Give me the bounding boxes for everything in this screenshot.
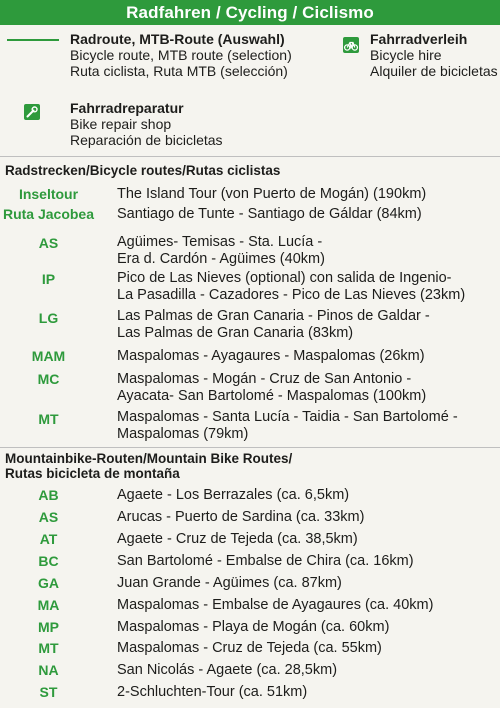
legend-repair-title: Fahrradreparatur: [70, 100, 184, 116]
route-line: Maspalomas - Santa Lucía - Taidia - San Bartolomé -: [117, 409, 458, 425]
route-code: AT: [39, 531, 58, 547]
route-code: MT: [38, 411, 59, 427]
route-line: Era d. Cardón - Agüimes (40km): [117, 251, 325, 267]
route-line: Maspalomas - Ayagaures - Maspalomas (26km): [117, 348, 425, 364]
route-description: [117, 684, 307, 701]
page-header: [0, 0, 500, 25]
route-description: [117, 409, 458, 443]
route-line: The Island Tour (von Puerto de Mogán) (190km): [117, 186, 427, 202]
route-line: 2-Schluchten-Tour (ca. 51km): [117, 684, 308, 700]
route-code: MAM: [31, 348, 66, 364]
route-code: LG: [38, 310, 59, 326]
route-line: Maspalomas - Mogán - Cruz de San Antonio -: [117, 371, 412, 387]
route-code: ST: [39, 684, 58, 700]
legend-repair-es: Reparación de bicicletas: [70, 132, 223, 148]
route-code: MC: [37, 371, 60, 387]
route-line: Ayacata- San Bartolomé - Maspalomas (100km): [117, 388, 427, 404]
route-description: [117, 662, 337, 679]
legend-hire-en: Bicycle hire: [370, 47, 442, 63]
route-line: Las Palmas de Gran Canaria - Pinos de Galdar -: [117, 308, 430, 324]
route-description: [117, 575, 342, 592]
legend-route-en: Bicycle route, MTB route (selection): [70, 47, 292, 63]
legend-repair-en: Bike repair shop: [70, 116, 172, 132]
route-code: AB: [38, 487, 59, 503]
route-line: Pico de Las Nieves (optional) con salida de Ingenio-: [117, 270, 452, 286]
route-code: MA: [37, 597, 60, 613]
legend-repair: [70, 100, 223, 148]
route-line: Agüimes- Temisas - Sta. Lucía -: [117, 234, 323, 250]
route-code: AS: [38, 509, 59, 525]
route-code: BC: [38, 553, 59, 569]
legend-route: [70, 31, 292, 79]
section-divider: [0, 156, 500, 157]
legend-hire: [370, 31, 498, 79]
route-line: Maspalomas - Playa de Mogán (ca. 60km): [117, 619, 390, 635]
route-description: [117, 234, 325, 268]
route-code: IP: [41, 271, 56, 287]
route-line: La Pasadilla - Cazadores - Pico de Las Nieves (23km): [117, 287, 466, 303]
legend-route-es: Ruta ciclista, Ruta MTB (selección): [70, 63, 288, 79]
legend-route-title: Radroute, MTB-Route (Auswahl): [70, 31, 285, 47]
route-code: Ruta Jacobea: [2, 206, 95, 222]
route-description: [117, 206, 422, 223]
legend-hire-es: Alquiler de bicicletas: [370, 63, 498, 79]
route-line: Juan Grande - Agüimes (ca. 87km): [117, 575, 342, 591]
route-code: GA: [38, 575, 59, 591]
route-description: [117, 619, 389, 636]
route-line-symbol: [7, 39, 59, 41]
route-description: [117, 597, 433, 614]
route-description: [117, 531, 358, 548]
route-code: Inseltour: [18, 186, 79, 202]
bicycle-icon: [343, 37, 359, 53]
route-description: [117, 553, 414, 570]
route-line: Arucas - Puerto de Sardina (ca. 33km): [117, 509, 365, 525]
route-description: [117, 186, 426, 203]
route-line: San Nicolás - Agaete (ca. 28,5km): [117, 662, 338, 678]
mtb-routes-title-line2: Rutas bicicleta de montaña: [5, 466, 180, 481]
bicycle-routes-title: Radstrecken/Bicycle routes/Rutas ciclistas: [5, 163, 281, 178]
route-code: MT: [38, 640, 59, 656]
route-line: San Bartolomé - Embalse de Chira (ca. 16km): [117, 553, 414, 569]
route-description: [117, 348, 425, 365]
mtb-routes-title: [5, 451, 292, 481]
route-code: AS: [38, 235, 59, 251]
section-divider: [0, 447, 500, 448]
route-line: Santiago de Tunte - Santiago de Gáldar (84km): [117, 206, 422, 222]
route-description: [117, 487, 349, 504]
page-title: Radfahren / Cycling / Ciclismo: [126, 2, 374, 22]
route-description: [117, 308, 430, 342]
route-description: [117, 509, 364, 526]
route-line: Agaete - Los Berrazales (ca. 6,5km): [117, 487, 350, 503]
route-line: Las Palmas de Gran Canaria (83km): [117, 325, 354, 341]
route-description: [117, 640, 382, 657]
route-code: MP: [38, 619, 59, 635]
route-line: Agaete - Cruz de Tejeda (ca. 38,5km): [117, 531, 358, 547]
mtb-routes-title-line1: Mountainbike-Routen/Mountain Bike Routes/: [5, 451, 293, 466]
route-description: [117, 270, 465, 304]
route-code: NA: [38, 662, 59, 678]
route-line: Maspalomas (79km): [117, 426, 249, 442]
route-line: Maspalomas - Cruz de Tejeda (ca. 55km): [117, 640, 382, 656]
route-description: [117, 371, 426, 405]
legend-hire-title: Fahrradverleih: [370, 31, 468, 47]
wrench-icon: [24, 104, 40, 120]
route-line: Maspalomas - Embalse de Ayagaures (ca. 40km): [117, 597, 434, 613]
